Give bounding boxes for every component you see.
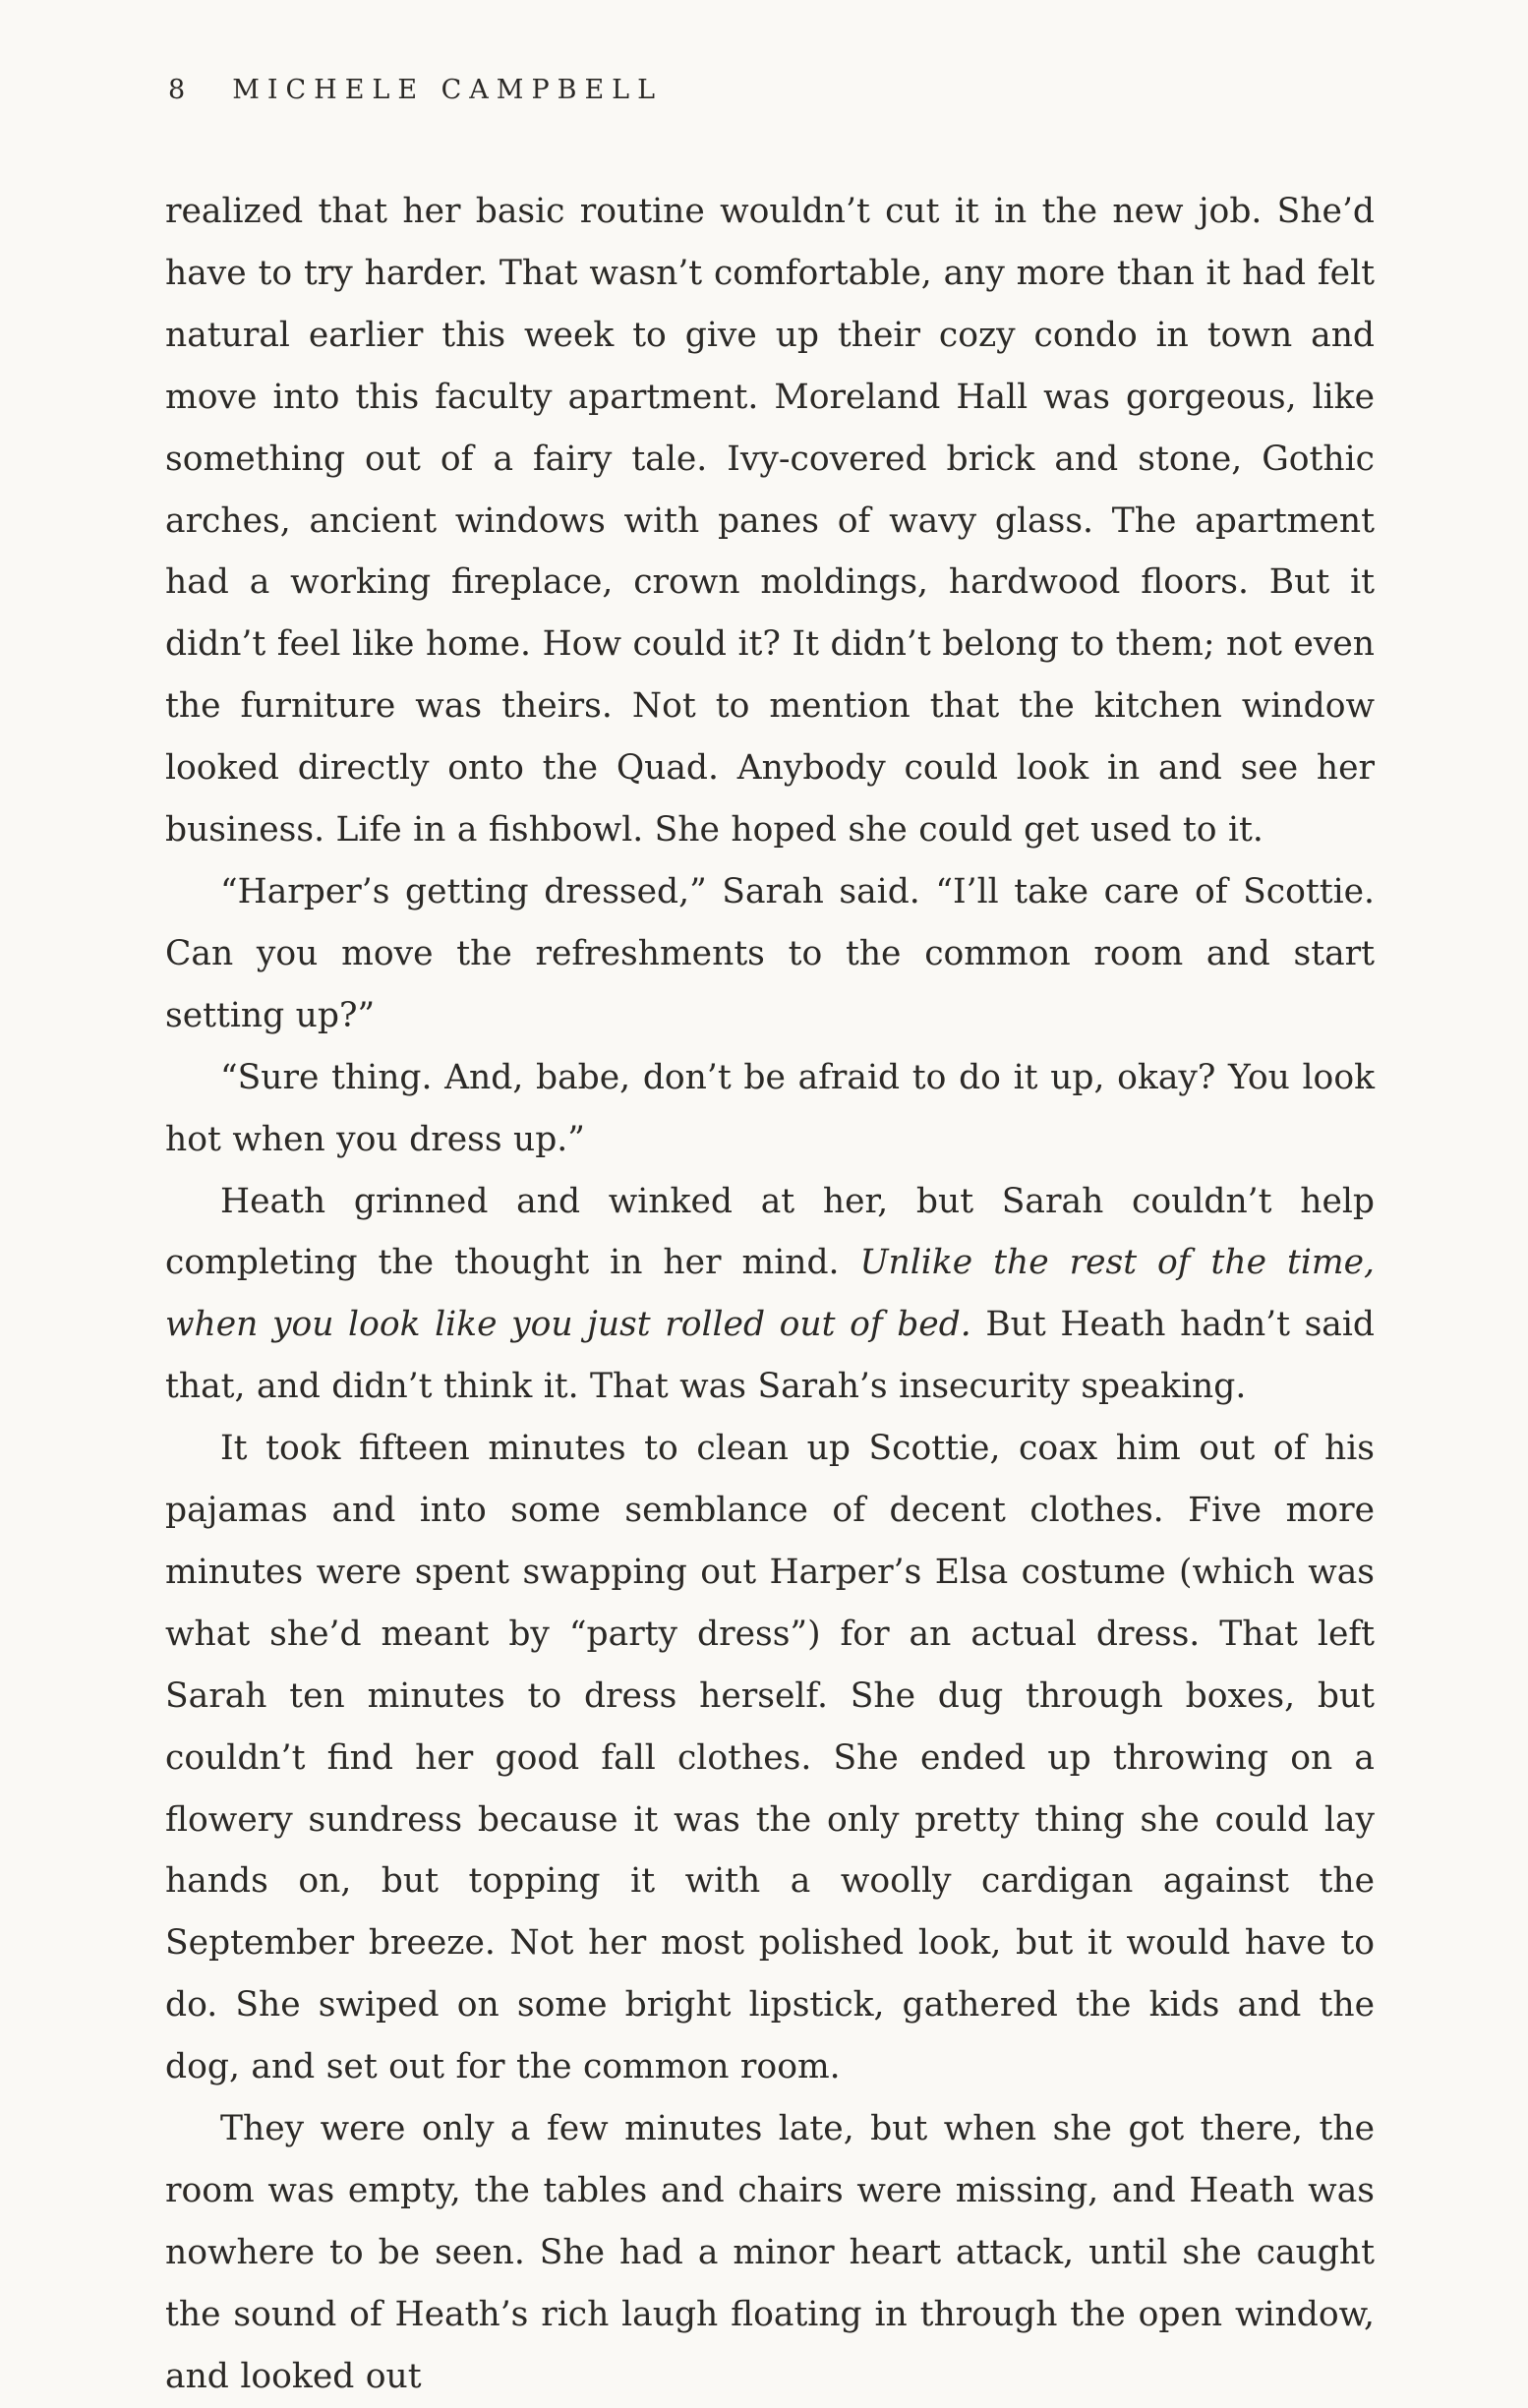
paragraph-text: “Sure thing. And, babe, don’t be afraid to do it up, okay? You look hot when you dress up.” <box>165 1057 1375 1159</box>
paragraph-text: It took fifteen minutes to clean up Scottie, coax him out of his pajamas and into some semblance of decent clothes. Five more minutes were spent swapping out Harper’s Elsa costume (which was what she’d meant by “party dress”) for an actual dress. That left Sarah ten minutes to dress herself. She dug through boxes, but couldn’t find her good fall clothes. She ended up throwing on a flowery sundress because it was the only pretty thing she could lay hands on, but topping it with a woolly cardigan against the September breeze. Not her most polished look, but it would have to do. She swiped on some bright lipstick, gathered the kids and the dog, and set out for the common room. <box>165 1429 1375 2087</box>
paragraph-text: But Heath hadn’t said that, and didn’t think it. That was Sarah’s insecurity speaking. <box>165 1305 1375 1407</box>
paragraph <box>165 181 1375 861</box>
page-number: 8 <box>168 75 186 105</box>
paragraph <box>165 861 1375 1047</box>
author-name: MICHELE CAMPBELL <box>232 75 664 105</box>
paragraph <box>165 1418 1375 2098</box>
paragraph-text: “Harper’s getting dressed,” Sarah said. “I’ll take care of Scottie. Can you move the refreshments to the common room and start setting up?” <box>165 871 1375 1035</box>
body-text <box>165 181 1375 2408</box>
paragraph <box>165 2098 1375 2408</box>
paragraph-text: Heath grinned and winked at her, but Sarah couldn’t help completing the thought in her mind. <box>165 1181 1375 1283</box>
running-head <box>168 75 663 106</box>
paragraph-text: realized that her basic routine wouldn’t cut it in the new job. She’d have to try harder. That wasn’t comfortable, any more than it had felt natural earlier this week to give up their cozy condo in town and move into this faculty apartment. Moreland Hall was gorgeous, like something out of a fairy tale. Ivy-covered brick and stone, Gothic arches, ancient windows with panes of wavy glass. The apartment had a working fireplace, crown moldings, hardwood floors. But it didn’t feel like home. How could it? It didn’t belong to them; not even the furniture was theirs. Not to mention that the kitchen window looked directly onto the Quad. Anybody could look in and see her business. Life in a fishbowl. She hoped she could get used to it. <box>165 192 1375 851</box>
paragraph <box>165 1047 1375 1171</box>
italic-thought: Unlike the rest of the time, when you look like you just rolled out of bed. <box>165 1243 1375 1345</box>
paragraph <box>165 1171 1375 1419</box>
paragraph-text: They were only a few minutes late, but when she got there, the room was empty, the tables and chairs were missing, and Heath was nowhere to be seen. She had a minor heart attack, until she caught the sound of Heath’s rich laugh floating in through the open window, and looked out <box>165 2109 1375 2396</box>
